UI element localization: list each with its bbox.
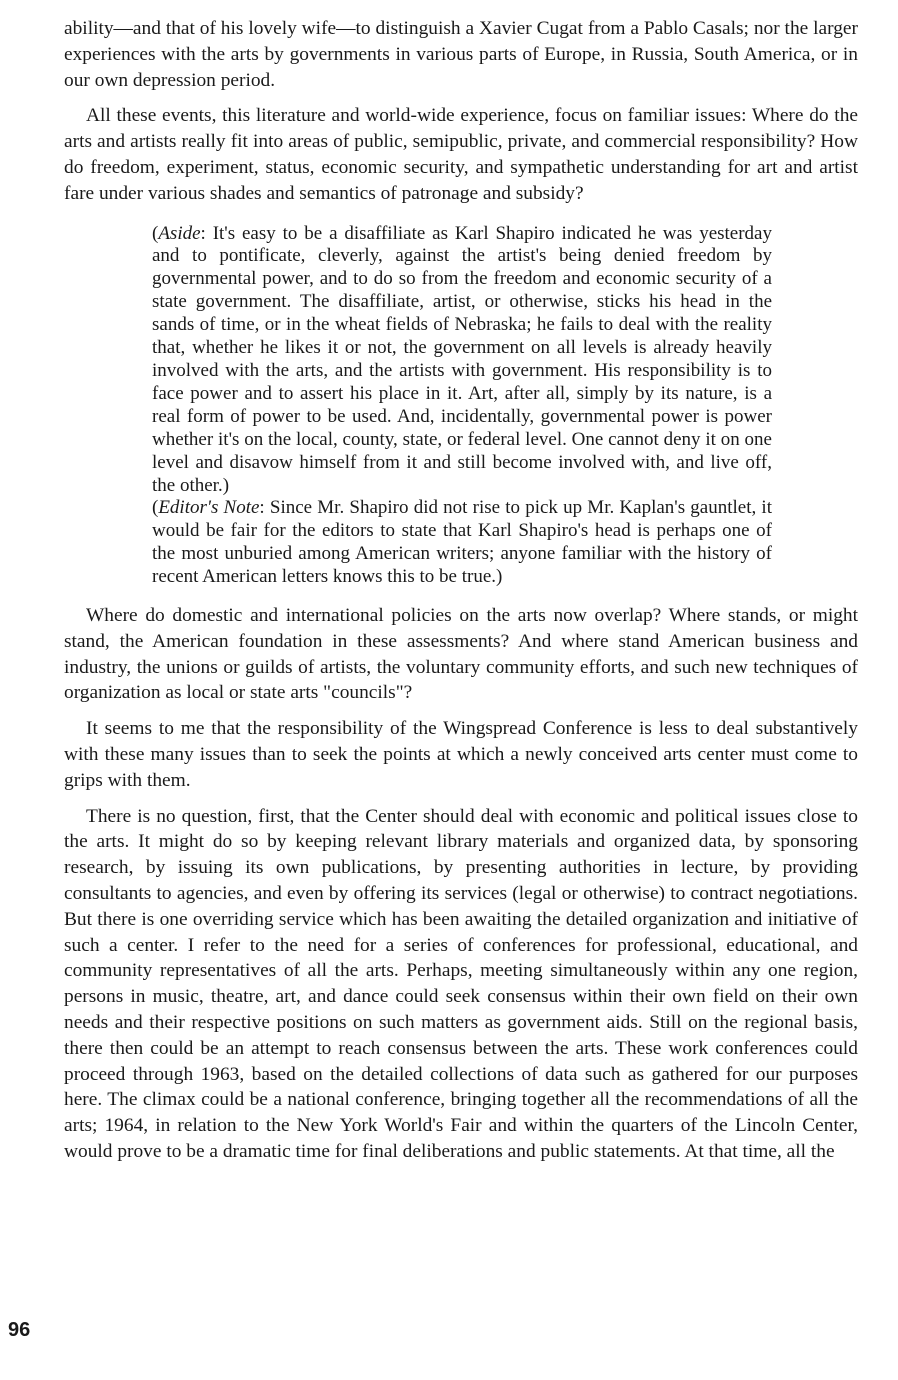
aside-paragraph	[152, 223, 772, 498]
editor-note-label: Editor's Note	[158, 497, 260, 519]
aside-open-paren: (	[152, 222, 159, 244]
editor-note-open-paren: (	[152, 497, 159, 519]
page-body	[64, 16, 858, 1175]
paragraph-5: There is no question, first, that the Center should deal with economic and political issues close to the arts. It might do so by keeping relevant library materials and organized data, by sponsoring research, by issuing its own publications, by presenting authorities in lecture, by providing consultants to agencies, and even by offering its services (legal or otherwise) to contract negotiations. But there is one overriding service which has been awaiting the detailed organization and initiative of such a center. I refer to the need for a series of conferences for professional, educational, and community representatives of all the arts. Perhaps, meeting simultaneously within any one region, persons in music, theatre, art, and dance could seek consensus within their own field on their own needs and their respective positions on such matters as government aids. Still on the regional basis, there then could be an attempt to reach consensus between the arts. These work conferences could proceed through 1963, based on the detailed collections of data such as gathered for our purposes here. The climax could be a national conference, bringing together all the recommendations of all the arts; 1964, in relation to the New York World's Fair and within the quarters of the Lincoln Center, would prove to be a dramatic time for final deliberations and public statements. At that time, all the	[64, 805, 858, 1163]
paragraph-3: Where do domestic and international policies on the arts now overlap? Where stands, or might stand, the American foundation in these assessments? And where stand American business and industry, the unions or guilds of artists, the voluntary community efforts, and such new techniques of organization as local or state arts "councils"?	[64, 605, 858, 704]
aside-text: : It's easy to be a disaffiliate as Karl Shapiro indicated he was yesterday and to pontificate, cleverly, against the artist's being denied freedom by governmental power, and to do so from the freedom and economic security of a state government. The disaffiliate, artist, or otherwise, sticks his head in the sands of time, or in the wheat fields of Nebraska; he fails to deal with the reality that, whether he likes it or not, the government on all levels is already heavily involved with the arts, and the artists with government. His responsibility is to face power and to assert his place in it. Art, after all, simply by its nature, is a real form of power to be used. And, incidentally, governmental power is power whether it's on the local, county, state, or federal level. One cannot deny it on one level and disavow himself from it and still become involved with, and live off, the other.)	[152, 222, 772, 496]
paragraph-2: All these events, this literature and world-wide experience, focus on familiar issues: Where do the arts and artists really fit into areas of public, semipublic, private, and commercial responsibility? How do freedom, experiment, status, economic security, and sympathetic understanding for art and artist fare under various shades and semantics of patronage and subsidy?	[64, 105, 858, 204]
editor-note-paragraph	[152, 497, 772, 589]
editor-note-text: : Since Mr. Shapiro did not rise to pick up Mr. Kaplan's gauntlet, it would be fair for the editors to state that Karl Shapiro's head is perhaps one of the most unburied among American writers; anyone familiar with the history of recent American letters knows this to be true.)	[152, 497, 772, 588]
aside-label: Aside	[158, 222, 201, 244]
paragraph-4: It seems to me that the responsibility of the Wingspread Conference is less to deal substantively with these many issues than to seek the points at which a newly conceived arts center must come to grips with them.	[64, 718, 858, 791]
paragraph-1: ability—and that of his lovely wife—to distinguish a Xavier Cugat from a Pablo Casals; nor the larger experiences with the arts by governments in various parts of Europe, in Russia, South America, or in our own depression period.	[64, 18, 858, 91]
page-number: 96	[8, 1319, 31, 1341]
aside-block	[152, 223, 772, 590]
